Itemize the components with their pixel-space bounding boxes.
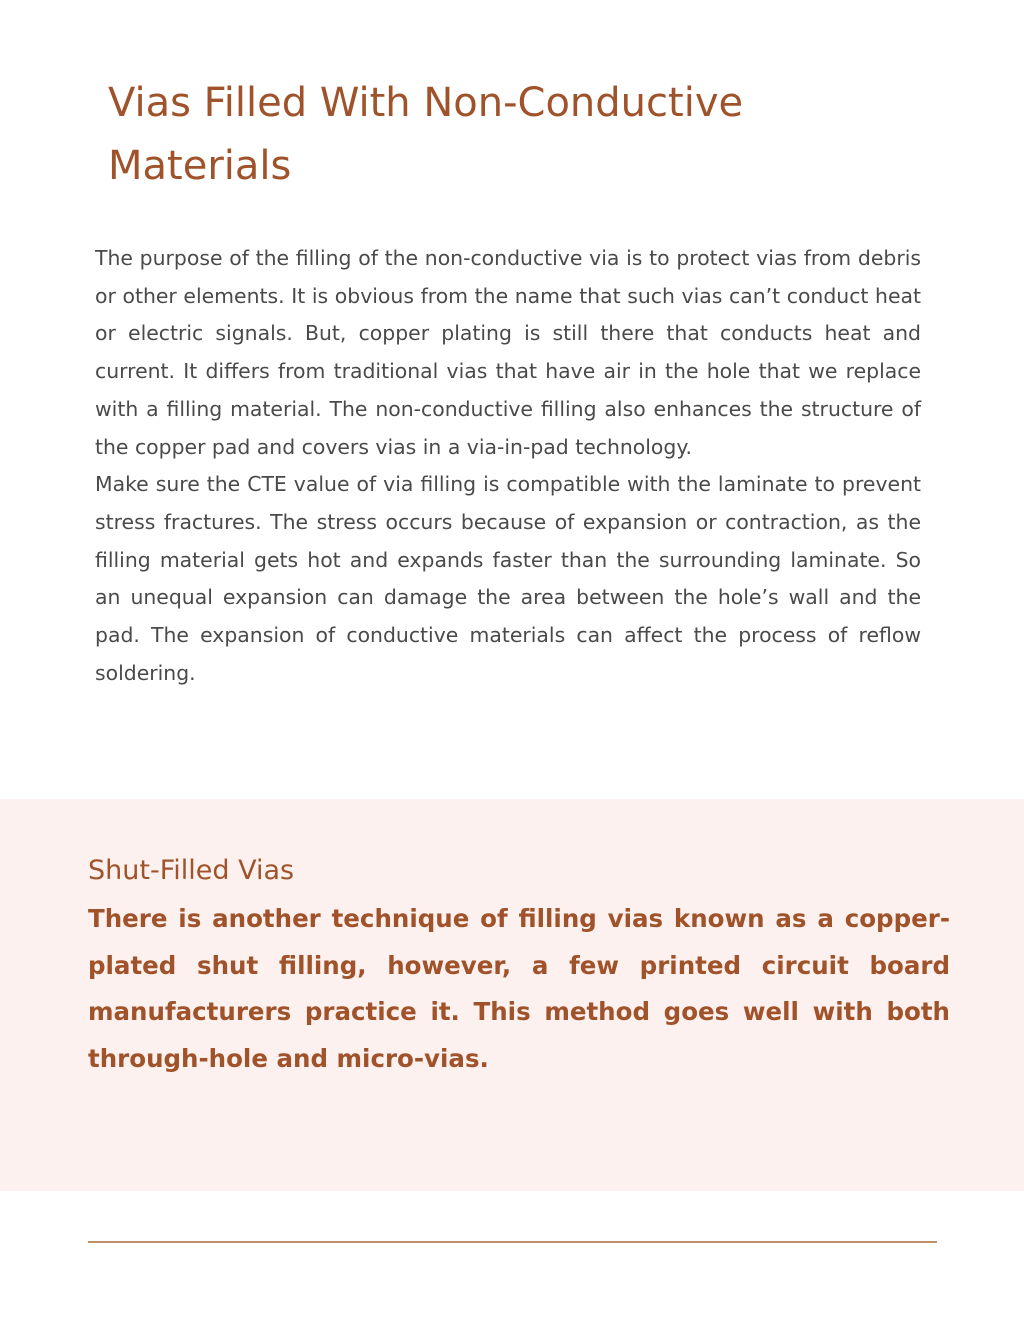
body-paragraph: The purpose of the filling of the non-conductive via is to protect vias from debris or other elements. It is obvious from the name that such vias can’t conduct heat or electric signals. But, copper plating is still there that conducts heat and current. It differs from traditional vias that have air in the hole that we replace with a filling material. The non-conductive filling also enhances the structure of the copper pad and covers vias in a via-in-pad technology.	[95, 246, 921, 459]
callout-text: There is another technique of filling vias known as a copper-plated shut filling, however, a few printed circuit board manufacturers practice it. This method goes well with both through-hole and micro-vias.	[88, 904, 950, 1074]
body-paragraph: Make sure the CTE value of via filling is compatible with the laminate to prevent stress fractures. The stress occurs because of expansion or contraction, as the filling material gets hot and expands faster than the surrounding laminate. So an unequal expansion can damage the area between the hole’s wall and the pad. The expansion of conductive materials can affect the process of reflow soldering.	[95, 472, 921, 685]
page-title: Vias Filled With Non-Conductive Materials	[108, 80, 744, 189]
body-text	[95, 240, 921, 692]
footer-divider	[88, 1241, 937, 1243]
section-heading: Shut-Filled Vias	[88, 855, 295, 886]
